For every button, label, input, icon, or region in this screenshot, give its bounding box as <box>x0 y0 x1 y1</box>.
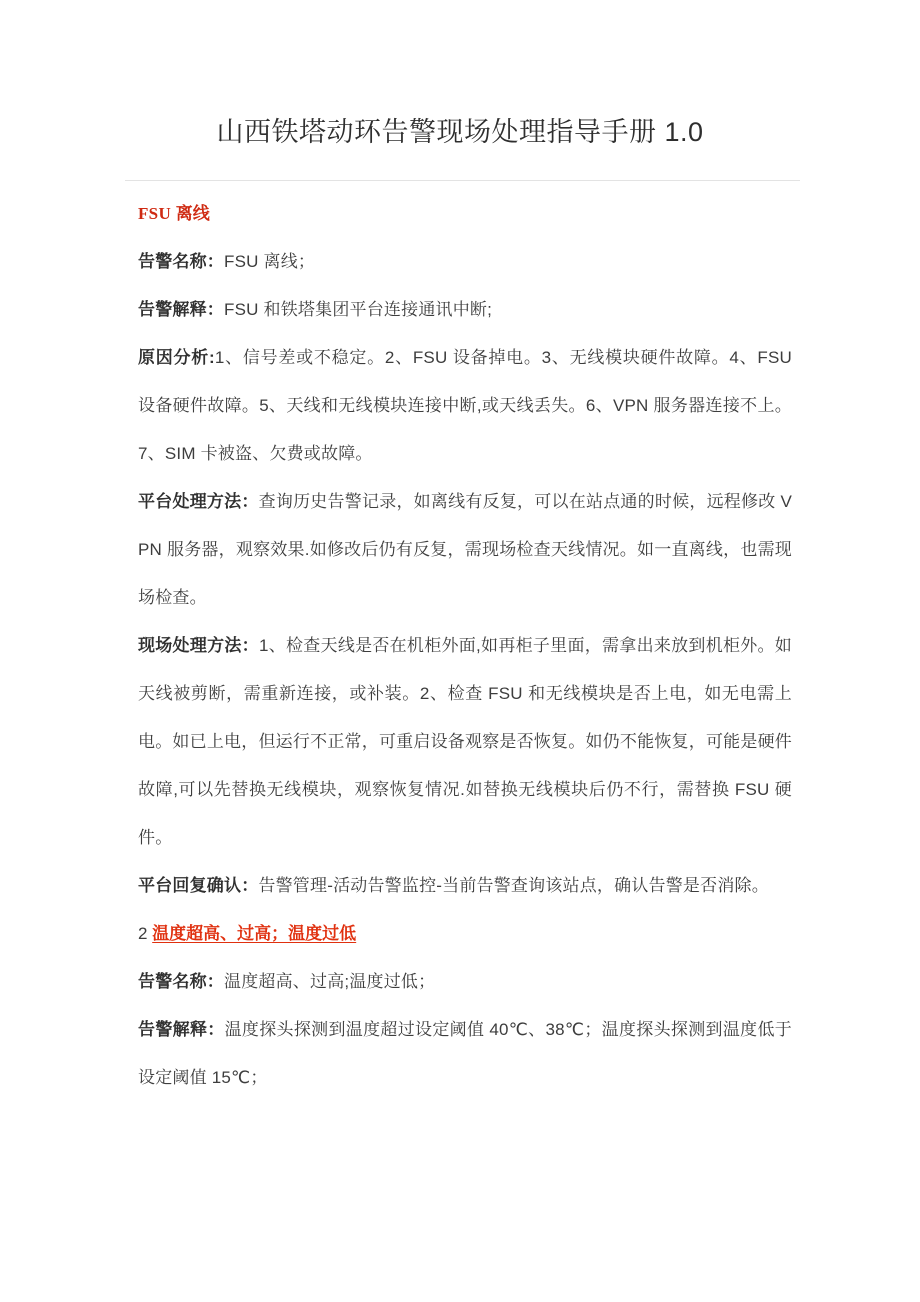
field-value: 告警管理-活动告警监控-当前告警查询该站点，确认告警是否消除。 <box>258 876 769 895</box>
field-value: 1、信号差或不稳定。2、FSU 设备掉电。3、无线模块硬件故障。4、FSU 设备硬件故障。5、天线和无线模块连接中断,或天线丢失。6、VPN 服务器连接不上。7、SIM 卡被盗、欠费或故障。 <box>138 348 792 463</box>
section-heading-acronym: FSU <box>138 204 172 223</box>
field-paragraph <box>138 862 792 910</box>
field-paragraph <box>138 238 792 286</box>
field-value: FSU 离线； <box>224 252 316 271</box>
field-label: 告警名称： <box>138 972 224 991</box>
field-value: 1、检查天线是否在机柜外面,如再柜子里面，需拿出来放到机柜外。如天线被剪断，需重新连接，或补装。2、检查 FSU 和无线模块是否上电，如无电需上电。如已上电，但运行不正常，可重启设备观察是否恢复。如仍不能恢复，可能是硬件故障,可以先替换无线模块，观察恢复情况.如替换无线模块后仍不行，需替换 FSU 硬件。 <box>138 636 793 847</box>
field-paragraph <box>138 286 792 334</box>
section-heading <box>138 910 792 958</box>
field-paragraph <box>138 334 792 478</box>
document-body <box>138 190 792 1102</box>
section-number: 2 <box>138 924 153 943</box>
field-paragraph <box>138 478 792 622</box>
field-label: 告警名称： <box>138 252 224 271</box>
field-paragraph <box>138 622 792 862</box>
field-paragraph <box>138 958 792 1006</box>
field-value: 温度超高、过高;温度过低； <box>224 972 436 991</box>
title-divider <box>125 180 800 181</box>
field-label: 现场处理方法： <box>138 636 259 655</box>
field-value: FSU 和铁塔集团平台连接通讯中断; <box>224 300 493 319</box>
page-title: 山西铁塔动环告警现场处理指导手册 1.0 <box>216 117 704 147</box>
section-heading <box>138 190 792 238</box>
field-paragraph <box>138 1006 792 1102</box>
field-value: 温度探头探测到温度超过设定阈值 40℃、38℃；温度探头探测到温度低于设定阈值 15℃； <box>138 1020 792 1087</box>
field-label: 平台处理方法： <box>138 492 259 511</box>
field-label: 告警解释： <box>138 300 224 319</box>
field-label: 平台回复确认： <box>138 876 259 895</box>
section-heading-text: 温度超高、过高；温度过低 <box>152 924 357 943</box>
section-heading-text: 离线 <box>171 204 210 223</box>
field-label: 原因分析: <box>138 348 215 367</box>
field-label: 告警解释： <box>138 1020 225 1039</box>
field-value: 查询历史告警记录，如离线有反复，可以在站点通的时候，远程修改 VPN 服务器，观察效果.如修改后仍有反复，需现场检查天线情况。如一直离线，也需现场检查。 <box>138 492 792 607</box>
